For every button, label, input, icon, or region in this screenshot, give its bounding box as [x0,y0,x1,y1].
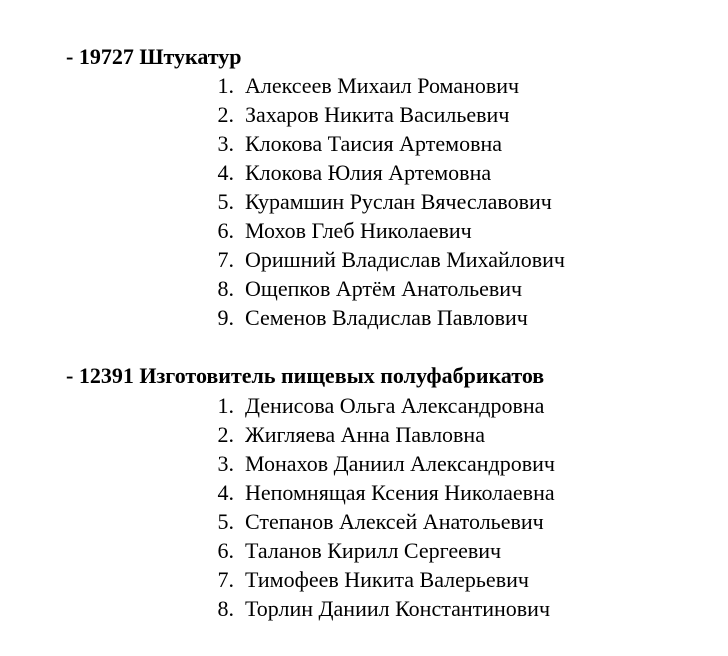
item-name: Таланов Кирилл Сергеевич [245,538,502,563]
item-name: Ощепков Артём Анатольевич [245,276,523,301]
item-number: 4. [217,480,234,505]
item-name: Денисова Ольга Александровна [245,393,545,418]
item-name: Торлин Даниил Константинович [245,596,551,621]
item-number: 5. [217,189,234,214]
item-name: Курамшин Руслан Вячеславович [245,189,552,214]
item-number: 7. [217,247,234,272]
item-number: 5. [217,509,234,534]
section-heading-food-semi-finished: - 12391 Изготовитель пищевых полуфабрикатов [66,363,545,388]
item-name: Алексеев Михаил Романович [245,73,520,98]
item-number: 2. [217,422,234,447]
item-name: Непомнящая Ксения Николаевна [245,480,555,505]
item-name: Тимофеев Никита Валерьевич [245,567,529,592]
item-number: 8. [217,276,234,301]
item-number: 4. [217,160,234,185]
item-number: 1. [217,73,234,98]
item-name: Монахов Даниил Александрович [245,451,555,476]
item-name: Семенов Владислав Павлович [245,305,528,330]
item-name: Мохов Глеб Николаевич [245,218,472,243]
item-number: 1. [217,393,234,418]
item-number: 6. [217,218,234,243]
item-name: Захаров Никита Васильевич [245,102,510,127]
item-number: 2. [217,102,234,127]
item-name: Клокова Таисия Артемовна [245,131,502,156]
item-name: Клокова Юлия Артемовна [245,160,492,185]
item-number: 6. [217,538,234,563]
section-heading-plasterer: - 19727 Штукатур [66,44,242,69]
item-number: 7. [217,567,234,592]
item-number: 8. [217,596,234,621]
item-number: 9. [217,305,234,330]
item-number: 3. [217,131,234,156]
item-name: Степанов Алексей Анатольевич [245,509,544,534]
item-name: Оришний Владислав Михайлович [245,247,565,272]
item-name: Жигляева Анна Павловна [245,422,485,447]
item-number: 3. [217,451,234,476]
